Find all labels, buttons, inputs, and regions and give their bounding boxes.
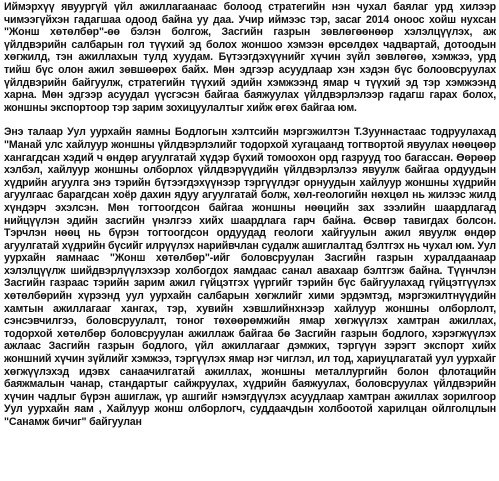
- article-paragraph-1: Иймэрхүү явуургүй үйл ажиллагаанаас болоод стратегийн нэн чухал баялаг урд хилээр чимээгүйхэн гадагшаа одоод байна уу даа. Учир иймээс тэр, засаг 2014 оноос хойш нухсан "Жонш хөтөлбөр"-өө бэлэн болгож, Засгийн газрын зөвлөгөөнөөр хэлэлцүүлэх, аж үйлдвэрийн салбарын гол түүхий эд болох жоншоо хэмээн өрсөлдөх чадвартай, дотоодын хөгжилд, тэн ажиллахын тулд хуудам. Бүтээгдэхүүнийг хүчин зүйл зөвлөгөө, хэмжээ, урд тийш бүс олон ажил зөвшөөрөх байх. Мөн эдгээр асуудлаар хэн хэдэн бүс болоовсруулах үйлдвэрийн байгуулж, стратегийн түүхий эдийн хэмжээнд ямар ч түүхий эд тэр хэмжээнд харна. Мөн эдгээр асуудал үүсгэсэн байгаа баяжуулах үйлдвэрлэлээр гадагш гарах болох, жоншны экспортоор тэр зарим зохицуулалтыг хийж өгөх байгаа юм.: [4, 1, 496, 114]
- article-paragraph-2: Энэ талаар Уул уурхайн яамны Бодлогын хэлтсийн мэргэжилтэн Т.Зууннастаас тодруулахад "Манай улс хайлуур жоншны үйлдвэрлэлийг тодорхой хугацаанд тогтвортой явуулах нөөцөөр хангагдсан хэдий ч өндөр агуулгатай хүдэр бүхий томоохон орд газрууд тоо багассан. Өөрөөр хэлбэл, хайлуур жоншны олборлох үйлдвэрүүдийн үйлдвэрлэлээ явуулж байгаа ордуудын хүдрийн агуулга энэ тэрийн бүтээгдэхүүнээр тэргүүлдэг орнуудын хайлуур жоншны хүдрийн агуулгаас барагдсан хоёр дахин ядуу агуулгатай болж, хөл-геологийн нөхцөл нь жилээс жилд хүндэрч эхэлсэн. Мөн тогтоогдсон байгаа жоншны нөөцийн зах зээлийн шаардлагад нийцүүлэн эдийн засгийн үнэлгээ хийх шаардлага гарч байна. Өсвөр тавигдах болсон. Тэрчлэн нөөц нь бүрэн тогтоогдсон ордуудад геологи хайгуулын ажил явуулж өндөр агуулгатай хүдрийн бүсийг илрүүлэх нарийвчлан судалж ашиглалтад бэлтгэх нь чухал юм. Уул уурхайн яамнаас "Жонш хөтөлбөр"-ийг боловсруулан Засгийн газрын хуралдаанаар хэлэлцүүлж шийдвэрлүүлэхээр холбогдох яамдаас санал авахаар бэлтгэж байна. Түүнчлэн Засгийн газраас тэрийн зарим ажил гүйцэтгэх үүргийг тэрийн бүс байгуулахад гүйцэтгүүлэх хөтөлбөрийн хүрээнд уул уурхайн салбарын хөгжлийг хими эрдэмтэд, мэргэжилтнүүдийн хамтын ажиллагааг хангах, тэр, хувийн хэвшлийнхнээр хайлуур жоншны олборлолт, сэнсэвчилгээ, боловсруулалт, тоног төхөөрөмжийн ямар хөгжүүлэх хамтран ажиллах, тодорхой хөтөлбөр боловсруулан ажиллаж байгаа бө Засгийн газрын бодлого, хэрэгжүүлэх ажлаас Засгийн газрын бодлого, үйл ажиллагааг дэмжих, тэргүүн зэрэгт экспорт хийх жоншний хүчин зүйлийг хэмжээ, тэргүүлэх ямар нэг чиглэл, ил тод, хариуцлагатай уул уурхайг хөгжүүлэхэд идэвх санаачилгатай ажиллах, жоншны металлургийн болон флотацийн баяжмалын чанар, стандартыг сайжруулах, хүдрийн баяжуулах, боловсруулах үйлдвэрийн хүчин чадлыг бүрэн ашиглаж, үр ашгийг нэмэгдүүлэх асуудлаар хамтран ажиллах зорилгоор Уул уурхайн яам , Хайлуур жонш олборлогч, суддаачдын холбоотой харилцан ойлголцлын "Санамж бичиг" байгуулан: [4, 126, 497, 428]
